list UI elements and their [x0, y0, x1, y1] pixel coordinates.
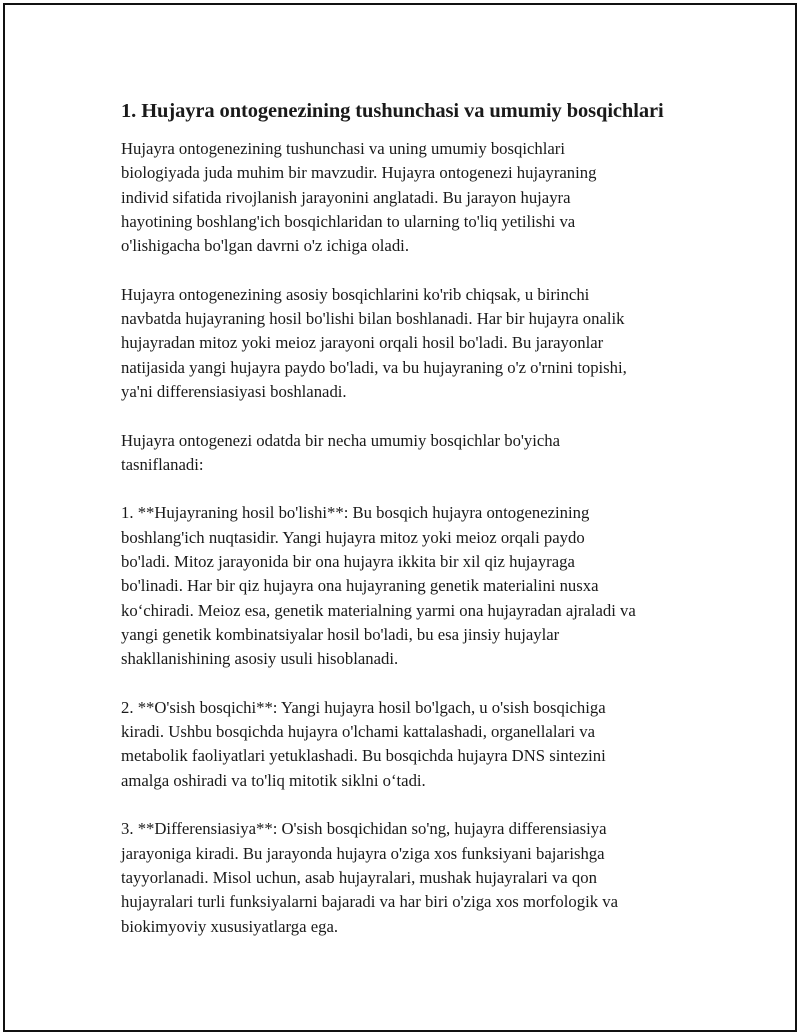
text-line: hujayradan mitoz yoki meioz jarayoni orqali hosil bo'ladi. Bu jarayonlar: [121, 333, 604, 353]
body-paragraph: [121, 817, 701, 938]
text-line: bo'ladi. Mitoz jarayonida bir ona hujayra ikkita bir xil qiz hujayraga: [121, 552, 575, 572]
text-line: 1. **Hujayraning hosil bo'lishi**: Bu bosqich hujayra ontogenezining: [121, 503, 590, 523]
text-line: hayotining boshlang'ich bosqichlaridan to ularning to'liq yetilishi va: [121, 211, 576, 231]
text-line: o'lishigacha bo'lgan davrni o'z ichiga oladi.: [121, 236, 409, 256]
text-line: amalga oshiradi va to'liq mitotik siklni o‘tadi.: [121, 770, 426, 790]
text-line: navbatda hujayraning hosil bo'lishi bilan boshlanadi. Har bir hujayra onalik: [121, 309, 625, 329]
body-paragraph: [121, 696, 701, 793]
text-line: shakllanishining asosiy usuli hisoblanadi.: [121, 649, 399, 669]
text-line: biokimyoviy xususiyatlarga ega.: [121, 916, 339, 936]
page-frame: [3, 3, 797, 1032]
text-line: tayyorlanadi. Misol uchun, asab hujayralari, mushak hujayralari va qon: [121, 867, 597, 887]
section-heading: 1. Hujayra ontogenezining tushunchasi va umumiy bosqichlari: [121, 100, 664, 122]
text-line: metabolik faoliyatlari yetuklashadi. Bu bosqichda hujayra DNS sintezini: [121, 746, 606, 766]
text-line: biologiyada juda muhim bir mavzudir. Hujayra ontogenezi hujayraning: [121, 163, 597, 183]
text-line: Hujayra ontogenezining tushunchasi va uning umumiy bosqichlari: [121, 139, 565, 158]
text-line: Hujayra ontogenezi odatda bir necha umumiy bosqichlar bo'yicha: [121, 430, 561, 450]
body-paragraph: [121, 283, 701, 404]
body-paragraph: [121, 501, 701, 671]
text-line: natijasida yangi hujayra paydo bo'ladi, va bu hujayraning o'z o'rnini topishi,: [121, 357, 627, 377]
text-line: Hujayra ontogenezining asosiy bosqichlarini ko'rib chiqsak, u birinchi: [121, 284, 590, 304]
text-line: hujayralari turli funksiyalarni bajaradi va har biri o'ziga xos morfologik va: [121, 892, 618, 912]
text-line: ya'ni differensiasiyasi boshlanadi.: [121, 381, 347, 401]
text-line: boshlang'ich nuqtasidir. Yangi hujayra mitoz yoki meioz orqali paydo: [121, 527, 585, 547]
body-paragraph: [121, 429, 701, 478]
text-line: tasniflanadi:: [121, 454, 204, 474]
body-paragraph: [121, 137, 701, 258]
document-body: [121, 97, 701, 963]
text-line: individ sifatida rivojlanish jarayonini anglatadi. Bu jarayon hujayra: [121, 187, 571, 207]
paragraph-list: [121, 137, 701, 939]
text-line: yangi genetik kombinatsiyalar hosil bo'ladi, bu esa jinsiy hujaylar: [121, 624, 560, 644]
text-line: kiradi. Ushbu bosqichda hujayra o'lchami kattalashadi, organellalari va: [121, 722, 595, 742]
text-line: ko‘chiradi. Meioz esa, genetik materialning yarmi ona hujayradan ajraladi va: [121, 600, 636, 620]
text-line: jarayoniga kiradi. Bu jarayonda hujayra o'ziga xos funksiyani bajarishga: [121, 843, 605, 863]
text-line: 2. **O'sish bosqichi**: Yangi hujayra hosil bo'lgach, u o'sish bosqichiga: [121, 697, 606, 717]
text-line: 3. **Differensiasiya**: O'sish bosqichidan so'ng, hujayra differensiasiya: [121, 819, 607, 839]
text-line: bo'linadi. Har bir qiz hujayra ona hujayraning genetik materialini nusxa: [121, 576, 599, 596]
